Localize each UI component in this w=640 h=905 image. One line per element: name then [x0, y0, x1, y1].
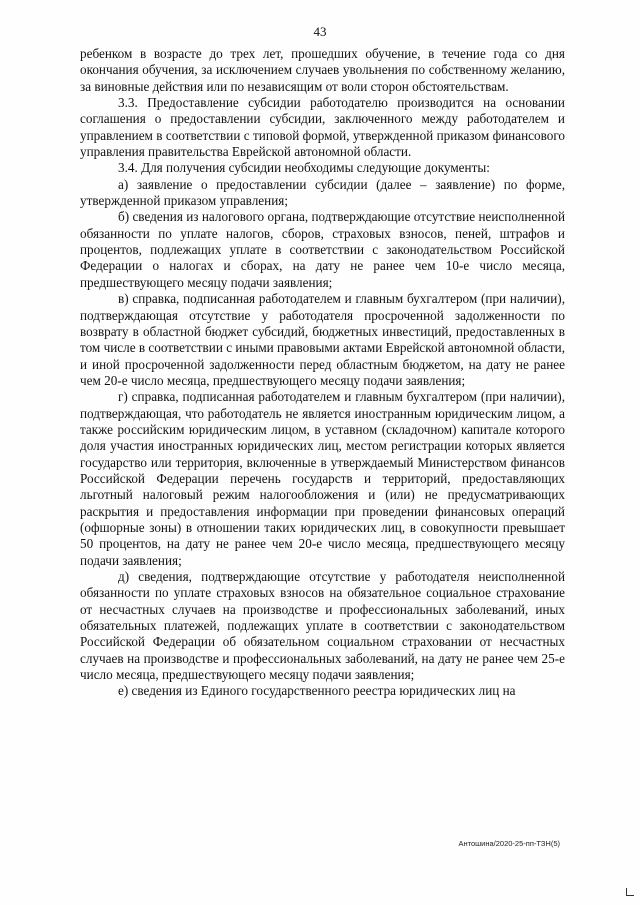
paragraph: а) заявление о предоставлении субсидии (далее – заявление) по форме, утвержденной приказом управления; [80, 176, 565, 209]
paragraph: е) сведения из Единого государственного реестра юридических лиц на [118, 683, 516, 699]
paragraph: г) справка, подписанная работодателем и главным бухгалтером (при наличии), подтверждающая, что работодатель не является иностранным юридическим лицом, а также российским юридическим лицом, в уставном (складочном) капитале которого доля участия иностранных юридических лиц, местом регистрации которых является государство или территория, включенные в утверждаемый Министерством финансов Российской Федерации перечень государств и территорий, предоставляющих льготный налоговый режим налогообложения и (или) не предусматривающих раскрытия и предоставления информации при проведении финансовых операций (офшорные зоны) в отношении таких юридических лиц, в совокупности превышает 50 процентов, на дату не ранее чем 20-е число месяца, предшествующего месяцу подачи заявления; [80, 389, 565, 568]
paragraph: 3.4. Для получения субсидии необходимы следующие документы: [118, 160, 490, 176]
document-reference-code: Антошина/2020-25-пп-ТЗН(5) [458, 839, 560, 848]
paragraph: ребенком в возрасте до трех лет, прошедших обучение, в течение года со дня окончания обучения, за исключением случаев увольнения по собственному желанию, за виновные действия или по независящим от воли сторон обстоятельствам. [80, 46, 565, 94]
paragraph: 3.3. Предоставление субсидии работодателю производится на основании соглашения о предоставлении субсидии, заключенного между работодателем и управлением в соответствии с типовой формой, утвержденной приказом финансового управления правительства Еврейской автономной области. [80, 95, 565, 160]
page-number: 43 [313, 24, 327, 39]
paragraph: в) справка, подписанная работодателем и главным бухгалтером (при наличии), подтверждающая отсутствие у работодателя просроченной задолженности по возврату в областной бюджет субсидий, бюджетных инвестиций, предоставленных в том числе в соответствии с иными правовыми актами Еврейской автономной области, и иной просроченной задолженности перед областным бюджетом, на дату не ранее чем 20-е число месяца, предшествующего месяцу подачи заявления; [80, 291, 565, 388]
paragraph: б) сведения из налогового органа, подтверждающие отсутствие неисполненной обязанности по уплате налогов, сборов, страховых взносов, пеней, штрафов и процентов, подлежащих уплате в соответствии с законодательством Российской Федерации о налогах и сборах, на дату не ранее чем 10-е число месяца, предшествующего месяцу подачи заявления; [80, 209, 565, 290]
paragraph: д) сведения, подтверждающие отсутствие у работодателя неисполненной обязанности по уплате страховых взносов на обязательное социальное страхование от несчастных случаев на производстве и профессиональных заболеваний, иных обязательных платежей, подлежащих уплате в соответствии с законодательством Российской Федерации об обязательном социальном страховании от несчастных случаев на производстве и профессиональных заболеваний, на дату не ранее чем 25-е число месяца, предшествующего месяцу подачи заявления; [80, 569, 565, 683]
document-body [80, 46, 565, 700]
page-corner-mark [626, 888, 634, 896]
